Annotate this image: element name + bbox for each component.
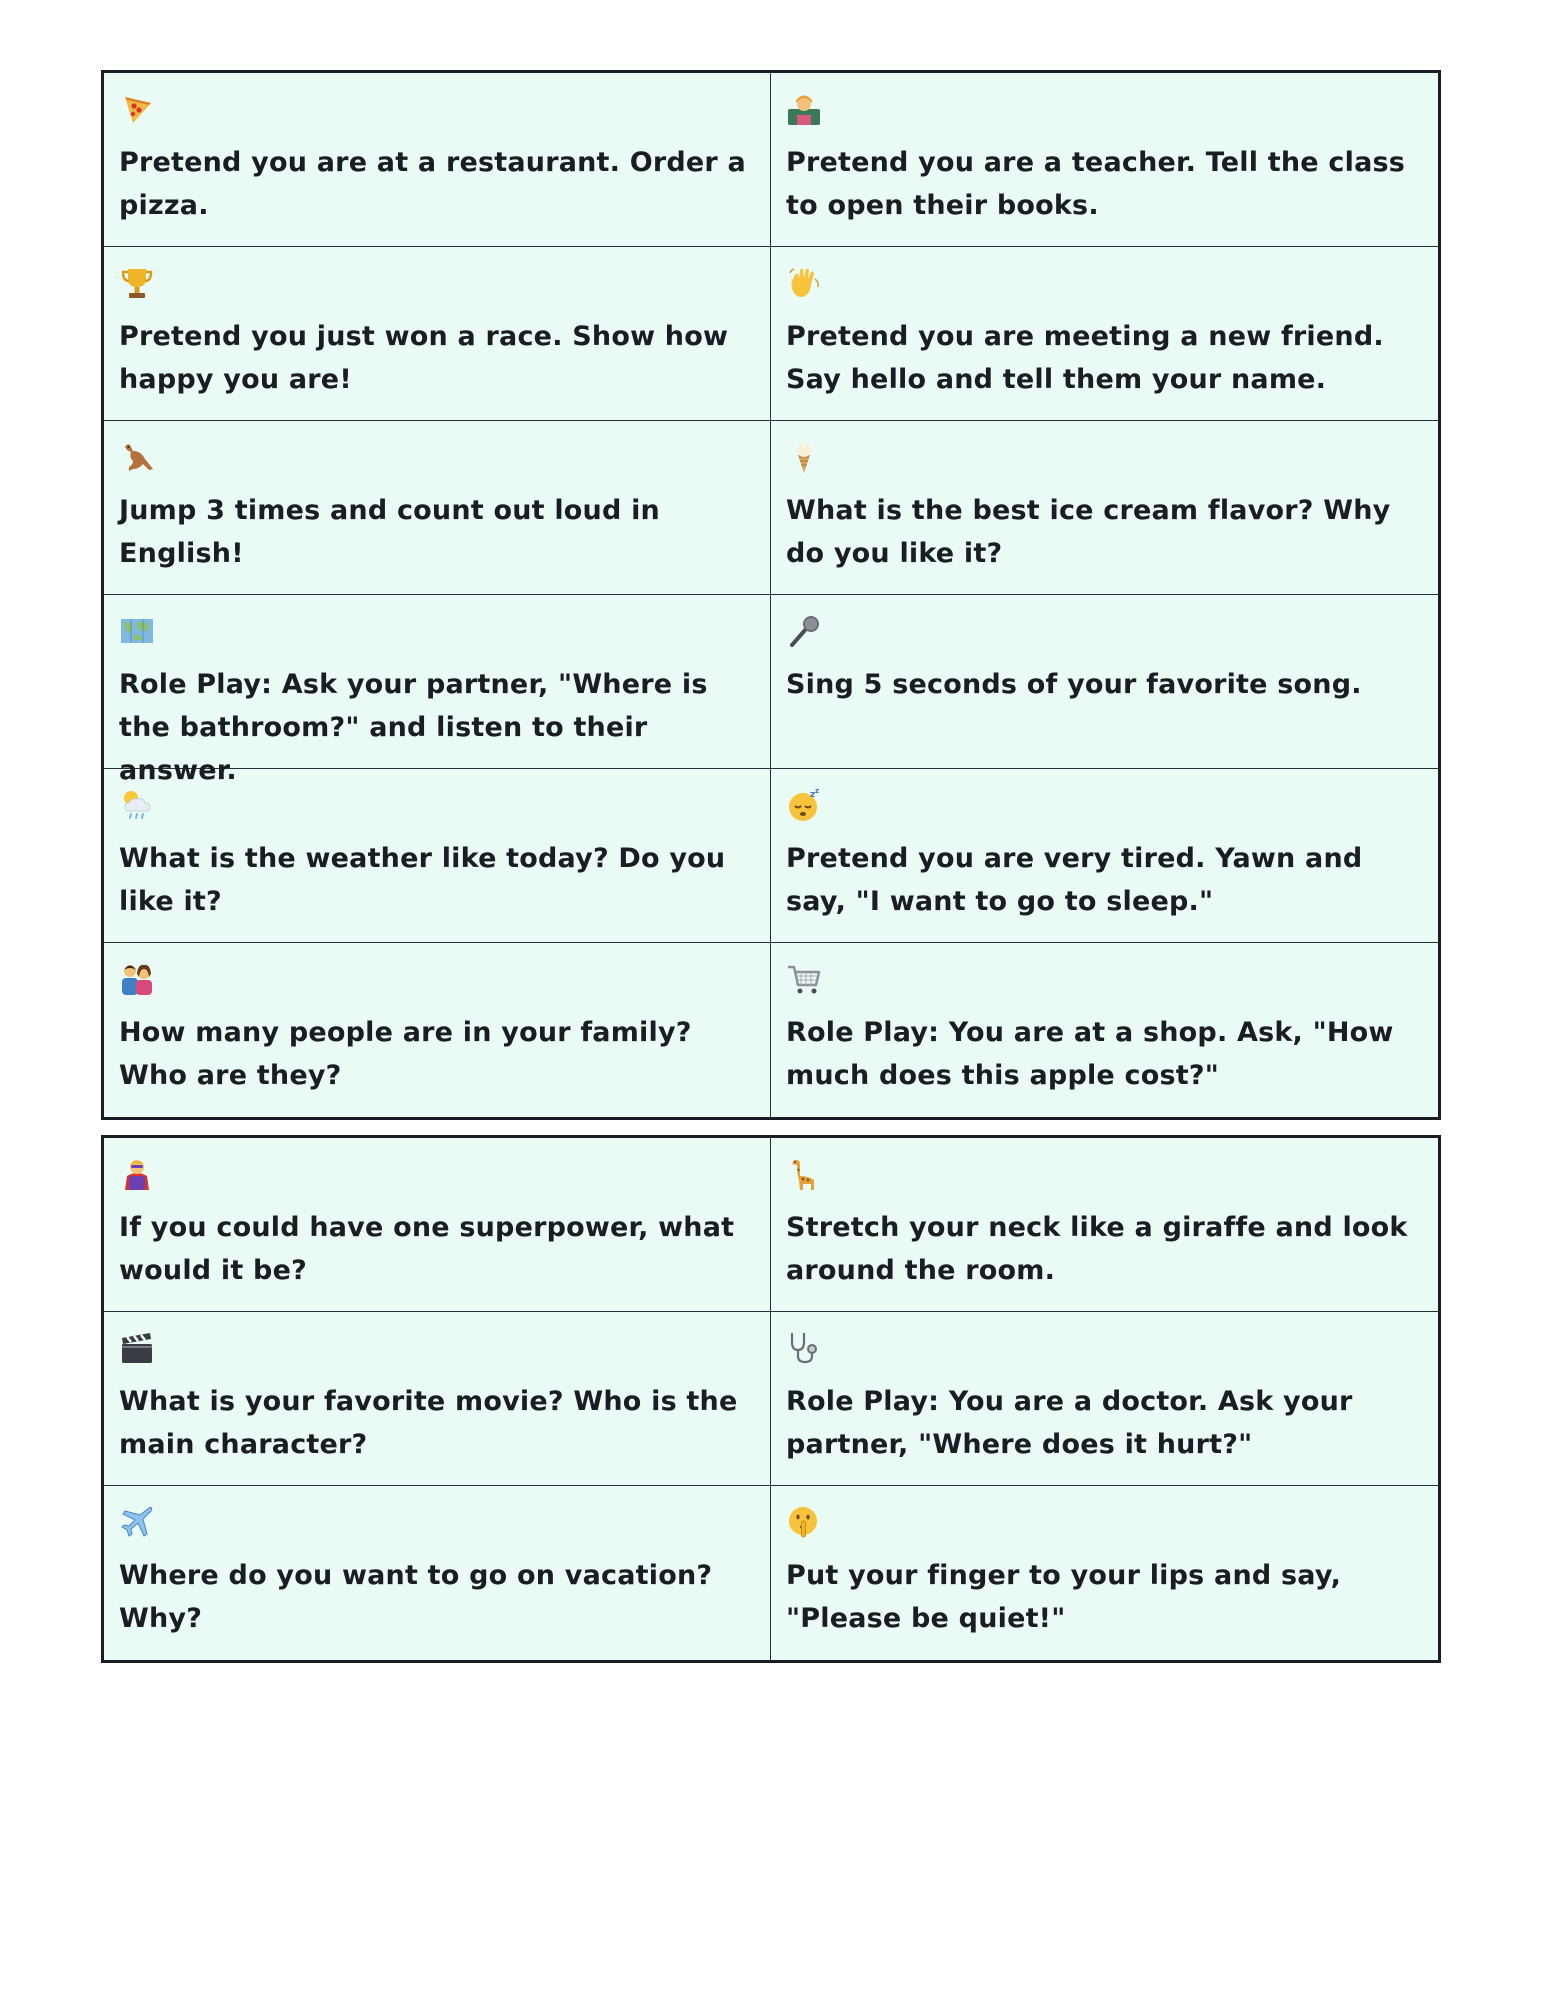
card-prompt: Pretend you are at a restaurant. Order a pizza. (119, 147, 746, 221)
card-prompt: What is the best ice cream flavor? Why do you like it? (786, 495, 1391, 569)
card-prompt: Where do you want to go on vacation? Why? (119, 1560, 713, 1634)
ice-cream-icon (786, 439, 822, 475)
card-ice-cream (771, 421, 1438, 595)
card-giraffe (771, 1138, 1438, 1312)
card-prompt: Sing 5 seconds of your favorite song. (786, 669, 1362, 700)
card-prompt: Pretend you are a teacher. Tell the class to open their books. (786, 147, 1406, 221)
card-sing (771, 595, 1438, 769)
card-prompt: Role Play: You are a doctor. Ask your partner, "Where does it hurt?" (786, 1386, 1353, 1460)
airplane-icon (119, 1504, 155, 1540)
card-prompt: Jump 3 times and count out loud in English! (119, 495, 660, 569)
clapper-board-icon (119, 1330, 155, 1366)
card-teacher (771, 73, 1438, 247)
card-prompt: Pretend you are very tired. Yawn and say, "I want to go to sleep." (786, 843, 1363, 917)
card-pizza (104, 73, 771, 247)
pizza-icon (119, 91, 155, 127)
family-icon (119, 961, 155, 997)
card-doctor (771, 1312, 1438, 1486)
card-superpower (104, 1138, 771, 1312)
card-prompt: What is the weather like today? Do you like it? (119, 843, 726, 917)
waving-hand-icon (786, 265, 822, 301)
card-prompt: Role Play: You are at a shop. Ask, "How much does this apple cost?" (786, 1017, 1394, 1091)
card-prompt: Put your finger to your lips and say, "Please be quiet!" (786, 1560, 1342, 1634)
card-table-1 (101, 70, 1441, 1120)
card-prompt: What is your favorite movie? Who is the main character? (119, 1386, 738, 1460)
card-prompt: Pretend you are meeting a new friend. Say hello and tell them your name. (786, 321, 1384, 395)
card-movie (104, 1312, 771, 1486)
card-prompt: Role Play: Ask your partner, "Where is the bathroom?" and listen to their answer. (119, 669, 708, 786)
teacher-icon (786, 91, 822, 127)
card-prompt: If you could have one superpower, what would it be? (119, 1212, 735, 1286)
card-vacation (104, 1486, 771, 1660)
card-tired (771, 769, 1438, 943)
sleeping-face-icon (786, 787, 822, 823)
card-bathroom (104, 595, 771, 786)
shopping-cart-icon (786, 961, 822, 997)
card-kangaroo (104, 421, 771, 595)
card-prompt: How many people are in your family? Who are they? (119, 1017, 692, 1091)
card-prompt: Stretch your neck like a giraffe and look around the room. (786, 1212, 1408, 1286)
shushing-face-icon (786, 1504, 822, 1540)
trophy-icon (119, 265, 155, 301)
svg-text:z: z (810, 790, 816, 800)
stethoscope-icon (786, 1330, 822, 1366)
card-prompt: Pretend you just won a race. Show how happy you are! (119, 321, 729, 395)
svg-text:z: z (815, 787, 820, 795)
weather-icon (119, 787, 155, 823)
giraffe-icon (786, 1156, 822, 1192)
card-quiet (771, 1486, 1438, 1660)
microphone-icon (786, 613, 822, 649)
superhero-icon (119, 1156, 155, 1192)
card-family (104, 943, 771, 1117)
card-friend (771, 247, 1438, 421)
card-weather (104, 769, 771, 943)
card-trophy (104, 247, 771, 421)
card-table-2 (101, 1135, 1441, 1663)
card-shop (771, 943, 1438, 1117)
map-icon (119, 613, 155, 649)
kangaroo-icon (119, 439, 155, 475)
